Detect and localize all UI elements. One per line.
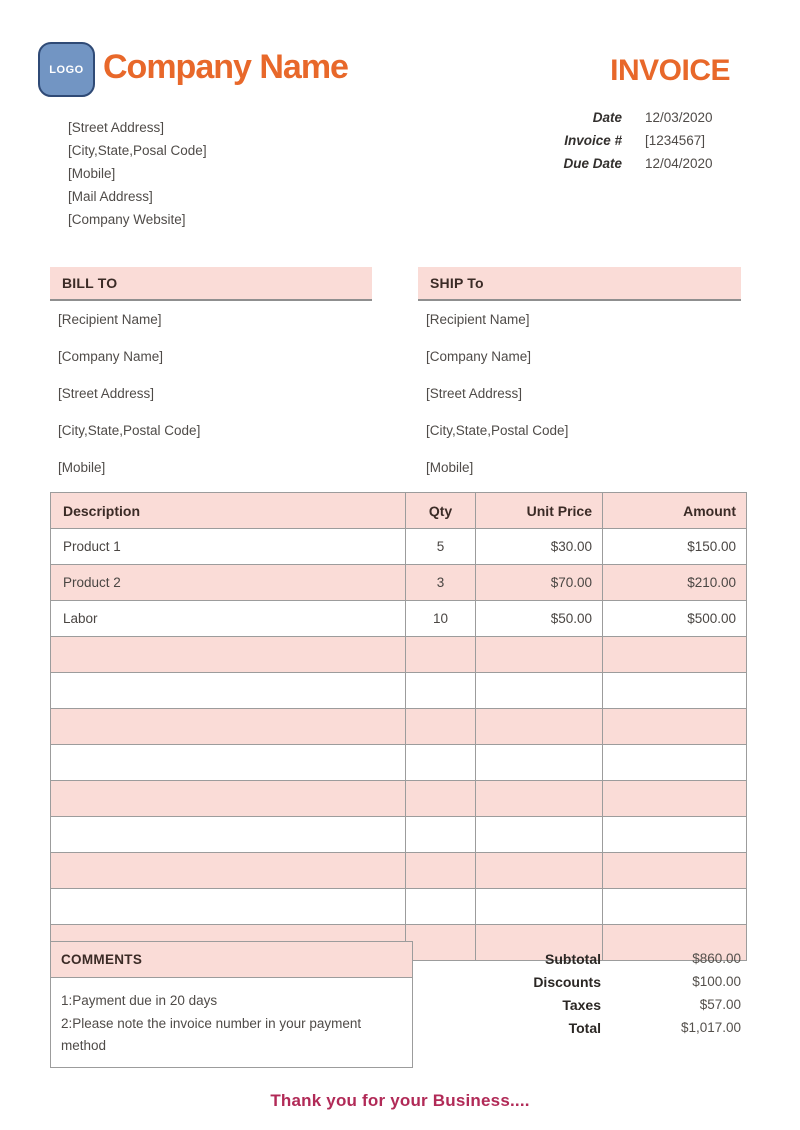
company-name: Company Name [103,48,348,86]
invoice-title: INVOICE [610,54,730,87]
ship-city-state: [City,State,Postal Code] [426,423,569,438]
bill-to-header: BILL TO [50,267,372,301]
subtotal-label: Subtotal [545,950,601,967]
comment-line: 1:Payment due in 20 days [61,993,218,1008]
comments-body [50,978,413,1068]
company-logo [38,42,95,97]
bill-recipient-name: [Recipient Name] [58,312,162,327]
meta-row-due-date [480,152,741,175]
company-street-address: [Street Address] [68,120,165,135]
items-table-header-row [51,493,747,529]
empty-item-row [51,745,747,781]
due-date-value: 12/04/2020 [645,156,713,171]
empty-item-row [51,817,747,853]
item-qty: 5 [406,529,476,565]
unit-price-column-header: Unit Price [476,493,603,529]
date-label: Date [592,110,622,125]
due-date-label: Due Date [563,156,622,171]
item-amount: $500.00 [603,601,747,637]
invoice-number-value: [1234567] [645,133,706,148]
discounts-value: $100.00 [692,974,741,989]
item-qty: 10 [406,601,476,637]
subtotal-value: $860.00 [692,951,741,966]
ship-mobile: [Mobile] [426,460,474,475]
amount-column-header: Amount [603,493,747,529]
thank-you-message: Thank you for your Business.... [270,1091,530,1110]
ship-company-name: [Company Name] [426,349,532,364]
total-row [413,1016,746,1039]
ship-to-header: SHIP To [418,267,741,301]
comment-line: 2:Please note the invoice number in your payment method [61,1015,362,1053]
description-column-header: Description [51,493,406,529]
taxes-row [413,993,746,1016]
empty-item-row [51,853,747,889]
qty-column-header: Qty [406,493,476,529]
taxes-value: $57.00 [699,997,741,1012]
comments-section [50,941,413,1068]
meta-row-date [480,106,741,129]
empty-item-row [51,781,747,817]
item-row [51,565,747,601]
item-description: Product 1 [51,529,406,565]
discounts-row [413,970,746,993]
items-table [50,492,747,961]
empty-item-row [51,709,747,745]
invoice-number-label: Invoice # [564,133,622,148]
item-unit-price: $70.00 [476,565,603,601]
item-description: Product 2 [51,565,406,601]
taxes-label: Taxes [562,996,601,1013]
logo-text: LOGO [49,63,84,76]
ship-recipient-name: [Recipient Name] [426,312,530,327]
bill-city-state: [City,State,Postal Code] [58,423,201,438]
empty-item-row [51,673,747,709]
comments-header: COMMENTS [50,941,413,978]
date-value: 12/03/2020 [645,110,713,125]
bill-mobile: [Mobile] [58,460,106,475]
item-qty: 3 [406,565,476,601]
subtotal-row [413,947,746,970]
item-description: Labor [51,601,406,637]
company-address-block [68,116,207,231]
company-mail-address: [Mail Address] [68,189,153,204]
empty-item-row [51,637,747,673]
company-city-state: [City,State,Posal Code] [68,143,207,158]
bill-to-block [58,301,200,486]
item-unit-price: $30.00 [476,529,603,565]
ship-street-address: [Street Address] [426,386,523,401]
empty-item-row [51,889,747,925]
item-amount: $210.00 [603,565,747,601]
total-label: Total [568,1019,601,1036]
item-amount: $150.00 [603,529,747,565]
invoice-meta-block [480,106,741,175]
company-website: [Company Website] [68,212,186,227]
total-value: $1,017.00 [680,1020,741,1035]
item-row [51,529,747,565]
meta-row-invoice-number [480,129,741,152]
item-row [51,601,747,637]
totals-block [413,947,746,1039]
bill-company-name: [Company Name] [58,349,164,364]
item-unit-price: $50.00 [476,601,603,637]
discounts-label: Discounts [533,973,601,990]
company-mobile: [Mobile] [68,166,116,181]
ship-to-block [426,301,568,486]
bill-street-address: [Street Address] [58,386,155,401]
